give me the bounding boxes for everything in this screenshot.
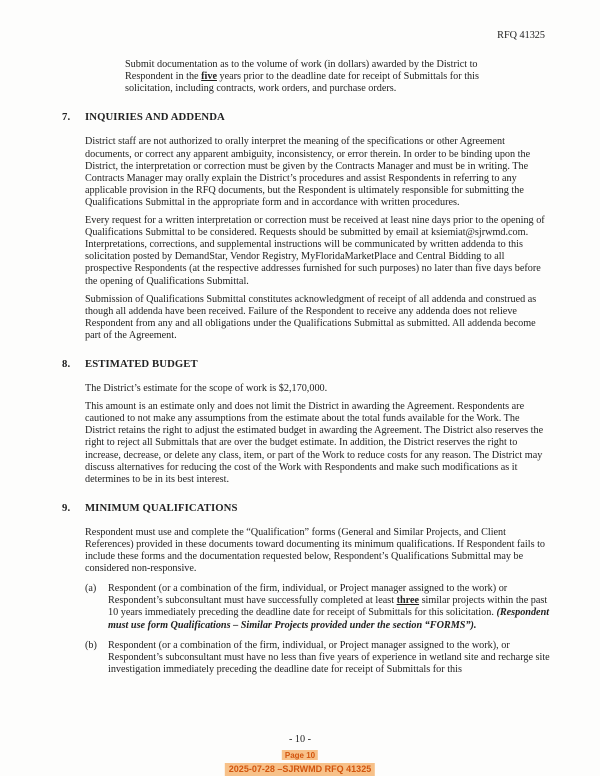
section-paragraph: The District’s estimate for the scope of work is $2,170,000. bbox=[85, 383, 328, 395]
section-number: 8. bbox=[62, 357, 71, 370]
stamp-overlay bbox=[225, 750, 375, 776]
page-number-footer: - 10 - bbox=[288, 733, 312, 745]
section-title: ESTIMATED BUDGET bbox=[85, 357, 198, 370]
stamp-page-badge: Page 10 bbox=[282, 750, 318, 760]
paragraph-text: similar projects within the past 10 years immediately preceding the deadline date for receipt of Submittals for this solicitation. bbox=[108, 595, 548, 619]
italic-note: (Respondent must use form Qualifications – Similar Projects provided under the section “FORMS”). bbox=[108, 607, 550, 631]
paragraph-text: Respondent (or a combination of the firm, individual, or Project manager assigned to the work), or Respondent’s subconsultant must have no less than five years of experience in wetland site and recharge site investigation immediately preceding the deadline date for receipt of Submittals for this bbox=[108, 639, 550, 675]
emphasized-word-five: five bbox=[201, 71, 217, 83]
section-paragraph: Every request for a written interpretation or correction must be received at least nine days prior to the opening of Qualifications Submittal to be considered. Requests should be submitted by email at ksiemiat@sjrwmd.com. Interpretations, corrections, and supplemental instructions will be communicated by written addenda to this solicitation posted by DemandStar, Vendor Registry, MyFloridaMarketPlace and Central Bidding to all prospective Respondents (at the respective addresses furnished for such purposes) no later than five days before the opening of Qualifications Submittal. bbox=[85, 215, 545, 287]
header-rfq-number: RFQ 41325 bbox=[497, 30, 545, 41]
list-marker: (b) bbox=[85, 639, 97, 651]
section-8 bbox=[62, 358, 552, 486]
section-9-heading bbox=[62, 502, 552, 514]
list-item-b bbox=[85, 640, 552, 676]
stamp-date-badge: 2025-07-28 –SJRWMD RFQ 41325 bbox=[225, 763, 375, 776]
emphasized-word-three: three bbox=[396, 595, 420, 607]
list-item-a bbox=[85, 583, 552, 631]
section-title: MINIMUM QUALIFICATIONS bbox=[85, 501, 238, 514]
section-paragraph: Submission of Qualifications Submittal constitutes acknowledgment of receipt of all addenda and construed as though all addenda have been received. Failure of the Respondent to receive any addenda does not relieve Respondent from any and all obligations under the Qualifications Submittal as submitted. All addenda become part of the Agreement. bbox=[85, 293, 537, 341]
list-marker: (a) bbox=[85, 583, 97, 595]
section-paragraph: This amount is an estimate only and does not limit the District in awarding the Agreement. Respondents are cautioned to not make any assumptions from the estimate about the total funds available for the Work. The District retains the right to adjust the estimated budget in awarding the Agreement. The District also reserves the right to reject all Submittals that are over the budget estimate. In addition, the District reserves the right to increase, decrease, or delete any class, item, or part of the Work to reduce costs for any reason. The District may discuss alternatives for reducing the cost of the Work with Respondents and make such modifications as it determines to be in its best interest. bbox=[85, 401, 544, 485]
section-title: INQUIRIES AND ADDENDA bbox=[85, 111, 225, 124]
section-7-heading bbox=[62, 111, 552, 123]
paragraph-text: Respondent (or a combination of the firm, individual, or Project manager assigned to the work) or Respondent’s subconsultant must have successfully completed at least bbox=[108, 583, 508, 607]
section-9 bbox=[62, 502, 552, 676]
paragraph-text: years prior to the deadline date for receipt of Submittals for this solicitation, including contracts, work orders, and purchase orders. bbox=[125, 71, 479, 95]
section-paragraph: District staff are not authorized to orally interpret the meaning of the specifications or other Agreement documents, or correct any apparent ambiguity, inconsistency, or error therein. In order to be binding upon the District, the interpretation or correction must be given by the Contracts Manager and must be in writing. The Contracts Manager may orally explain the District’s procedures and assist Respondents in referring to any applicable provision in the RFQ documents, but the Respondent is ultimately responsible for submitting the Qualifications Submittal in the appropriate form and in accordance with written procedures. bbox=[85, 136, 531, 208]
section-7 bbox=[62, 111, 552, 342]
section-paragraph: Respondent must use and complete the “Qualification” forms (General and Similar Projects, and Client References) provided in these documents toward documenting its minimum qualifications. If Respondent fails to include these forms and the documentation requested below, Respondent’s Qualifications Submittal may be considered non-responsive. bbox=[85, 526, 546, 575]
section-8-heading bbox=[62, 358, 552, 370]
paragraph-text: Submit documentation as to the volume of work (in dollars) awarded by the District to Respondent in the bbox=[125, 59, 478, 83]
continued-paragraph bbox=[125, 59, 512, 95]
section-number: 9. bbox=[62, 501, 71, 514]
section-number: 7. bbox=[62, 111, 71, 124]
